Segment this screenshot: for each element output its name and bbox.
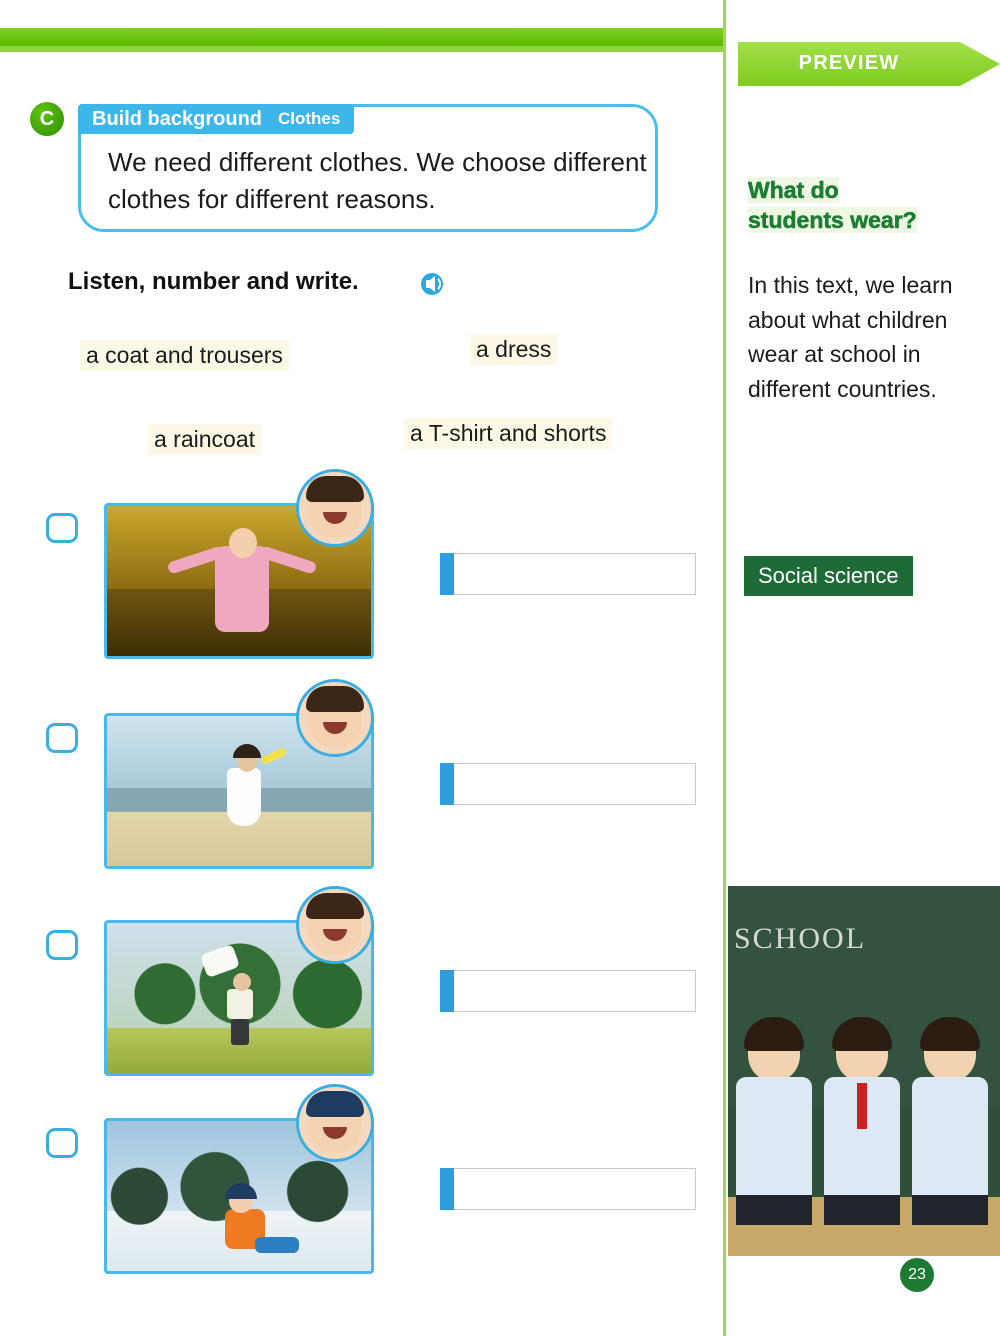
number-checkbox[interactable] <box>46 723 78 753</box>
answer-tab <box>440 763 454 805</box>
word-bank-item: a dress <box>470 334 557 365</box>
preview-banner-label: PREVIEW <box>798 52 900 74</box>
sidebar-title <box>748 176 988 236</box>
answer-input[interactable] <box>440 970 696 1012</box>
answer-input[interactable] <box>440 763 696 805</box>
exercise-avatar <box>296 469 374 547</box>
student-figure <box>824 1023 900 1197</box>
number-checkbox[interactable] <box>46 930 78 960</box>
answer-input[interactable] <box>440 553 696 595</box>
exercise-avatar <box>296 679 374 757</box>
student-figure <box>736 1023 812 1197</box>
sidebar-photo <box>728 886 1000 1256</box>
student-figure <box>912 1023 988 1197</box>
build-background-title: Build background <box>92 107 262 130</box>
word-bank-item: a raincoat <box>148 424 261 455</box>
number-checkbox[interactable] <box>46 1128 78 1158</box>
chalkboard-text: SCHOOL <box>734 922 867 955</box>
word-bank-item: a T-shirt and shorts <box>404 418 612 449</box>
answer-tab <box>440 1168 454 1210</box>
preview-banner <box>738 42 1000 86</box>
answer-tab <box>440 970 454 1012</box>
section-letter-badge: C <box>30 102 64 136</box>
word-bank-item: a coat and trousers <box>80 340 289 371</box>
instruction-text: Listen, number and write. <box>68 268 359 295</box>
speaker-icon[interactable] <box>420 270 450 298</box>
sidebar-title-line1: What do <box>748 177 839 203</box>
top-green-bar <box>0 28 724 46</box>
number-checkbox[interactable] <box>46 513 78 543</box>
build-background-header <box>78 104 354 134</box>
answer-tab <box>440 553 454 595</box>
answer-input[interactable] <box>440 1168 696 1210</box>
exercise-avatar <box>296 1084 374 1162</box>
callout-text: We need different clothes. We choose different clothes for different reasons. <box>108 147 647 214</box>
top-green-bar-thin <box>0 46 724 52</box>
column-divider <box>723 0 726 1336</box>
sidebar-text: In this text, we learn about what children wear at school in different countries. <box>748 272 953 402</box>
sidebar-title-line2: students wear? <box>748 206 917 233</box>
build-background-topic: Clothes <box>278 109 341 128</box>
subject-badge: Social science <box>744 556 913 596</box>
page-number: 23 <box>900 1258 934 1292</box>
exercise-avatar <box>296 886 374 964</box>
